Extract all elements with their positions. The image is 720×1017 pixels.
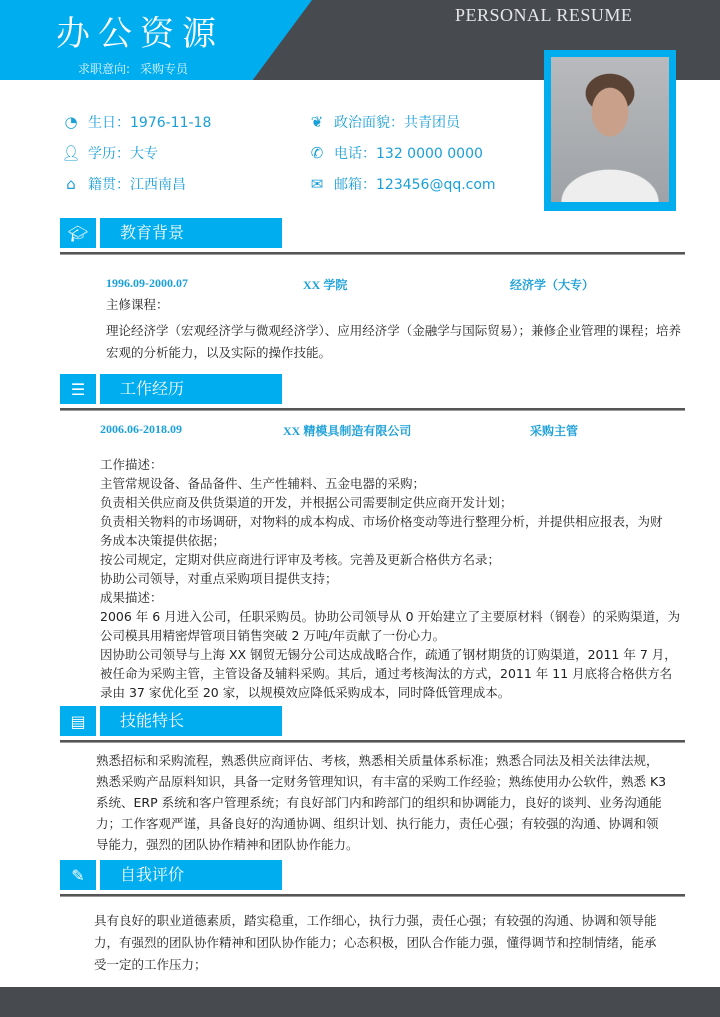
section-skills [60, 706, 685, 746]
person-icon: 👤︎ [61, 144, 81, 162]
text-line: 熟悉采购产品原料知识，具备一定财务管理知识，有丰富的采购工作经验；熟练使用办公软件，熟悉 K3 [96, 774, 667, 789]
hometown-text: 籍贯：江西南昌 [88, 177, 186, 193]
intent-value: 采购专员 [140, 62, 189, 76]
resume-name: 办公资源 [56, 14, 224, 54]
course-text [106, 320, 706, 364]
text-line: 因协助公司领导与上海 XX 钢贸无锡分公司达成战略合作，疏通了钢材期货的订购渠道，2011 年 7 月， [100, 647, 677, 662]
self-text [94, 910, 704, 976]
course-label: 主修课程： [106, 297, 169, 312]
section-title: 教育背景 [100, 218, 282, 248]
text-line: 熟悉招标和采购流程，熟悉供应商评估、考核，熟悉相关质量体系标准；熟悉合同法及相关法律法规， [96, 753, 659, 768]
info-email [308, 174, 496, 194]
intent-label: 求职意向: [78, 62, 131, 76]
section-title: 技能特长 [100, 706, 282, 736]
text-line: 按公司规定，定期对供应商进行评审及考核。完善及更新合格供方名录； [100, 552, 501, 567]
section-title: 自我评价 [100, 860, 282, 890]
profile-photo [544, 50, 676, 211]
text-line: 成果描述： [100, 590, 163, 605]
info-politics [308, 112, 460, 132]
avatar [551, 57, 669, 202]
edu-period: 1996.09-2000.07 [106, 276, 188, 290]
info-education [62, 143, 158, 163]
divider [60, 894, 685, 897]
divider [60, 740, 685, 743]
document-icon: ▤ [60, 706, 96, 736]
info-birthday [62, 112, 211, 132]
clock-icon: ◔ [64, 113, 78, 131]
text-line: 公司模具用精密焊管项目销售突破 2 万吨/年贡献了一份心力。 [100, 628, 446, 643]
text-line: 力，有强烈的团队协作精神和团队协作能力；心态积极，团队合作能力强，懂得调节和控制情绪，能承 [94, 935, 657, 950]
text-line: 录由 37 家优化至 20 家，以规模效应降低采购成本，同时降低管理成本。 [100, 685, 511, 700]
work-position: 采购主管 [530, 424, 579, 438]
divider [60, 252, 685, 255]
section-title: 工作经历 [100, 374, 282, 404]
graduation-cap-icon: 🎓︎ [60, 218, 96, 248]
text-line: 负责相关物料的市场调研，对物料的成本构成、市场价格变动等进行整理分析，并提供相应报表，为财 [100, 514, 663, 529]
job-intent [78, 60, 188, 77]
text-line: 理论经济学（宏观经济学与微观经济学）、应用经济学（金融学与国际贸易）；兼修企业管理的课程；培养 [106, 323, 682, 338]
phone-text: 电话：132 0000 0000 [334, 146, 483, 162]
home-icon: ⌂ [66, 175, 76, 193]
resume-list-icon: ☰ [60, 374, 96, 404]
politics-text: 政治面貌：共青团员 [334, 115, 460, 131]
resume-subtitle: PERSONAL RESUME [455, 5, 633, 25]
text-line: 宏观的分析能力，以及实际的操作技能。 [106, 345, 332, 360]
phone-icon: ✆ [310, 144, 324, 162]
edu-school: XX 学院 [303, 278, 348, 292]
text-line: 负责相关供应商及供货渠道的开发，并根据公司需要制定供应商开发计划； [100, 495, 513, 510]
birthday-text: 生日：1976-11-18 [88, 115, 212, 131]
email-text: 邮箱：123456@qq.com [334, 177, 496, 193]
work-company: XX 精模具制造有限公司 [283, 424, 412, 438]
work-description [100, 455, 700, 702]
text-line: 协助公司领导，对重点采购项目提供支持； [100, 571, 338, 586]
info-phone [308, 143, 483, 163]
section-education [60, 218, 685, 258]
edit-icon: ✎ [60, 860, 96, 890]
text-line: 主管常规设备、备品备件、生产性辅料、五金电器的采购； [100, 476, 426, 491]
education-text: 学历：大专 [88, 146, 158, 162]
text-line: 受一定的工作压力； [94, 957, 207, 972]
text-line: 2006 年 6 月进入公司，任职采购员。协助公司领导从 0 开始建立了主要原材料（钢卷）的采购渠道，为 [100, 609, 681, 624]
text-line: 具有良好的职业道德素质，踏实稳重，工作细心，执行力强，责任心强；有较强的沟通、协调和领导能 [94, 913, 657, 928]
edu-major: 经济学（大专） [510, 278, 595, 292]
text-line: 力；工作客观严谨，具备良好的沟通协调、组织计划、执行能力，责任心强；有较强的沟通、协调和领 [96, 816, 659, 831]
work-period: 2006.06-2018.09 [100, 422, 182, 436]
section-work [60, 374, 685, 414]
divider [60, 408, 685, 411]
text-line: 务成本决策提供依据； [100, 533, 226, 548]
text-line: 系统、ERP 系统和客户管理系统；有良好部门内和跨部门的组织和协调能力，良好的谈判、业务沟通能 [96, 795, 662, 810]
info-hometown [62, 174, 186, 194]
text-line: 导能力，强烈的团队协作精神和团队协作能力。 [96, 837, 359, 852]
section-self-evaluation [60, 860, 685, 900]
skills-text [96, 750, 706, 855]
text-line: 工作描述： [100, 457, 163, 472]
leaf-icon: ❦ [310, 113, 324, 131]
footer-band [0, 987, 720, 1017]
text-line: 被任命为采购主管，主管设备及辅料采购。其后，通过考核淘汰的方式，2011 年 11 月底将合格供方名 [100, 666, 673, 681]
mail-icon: ✉ [310, 175, 324, 193]
